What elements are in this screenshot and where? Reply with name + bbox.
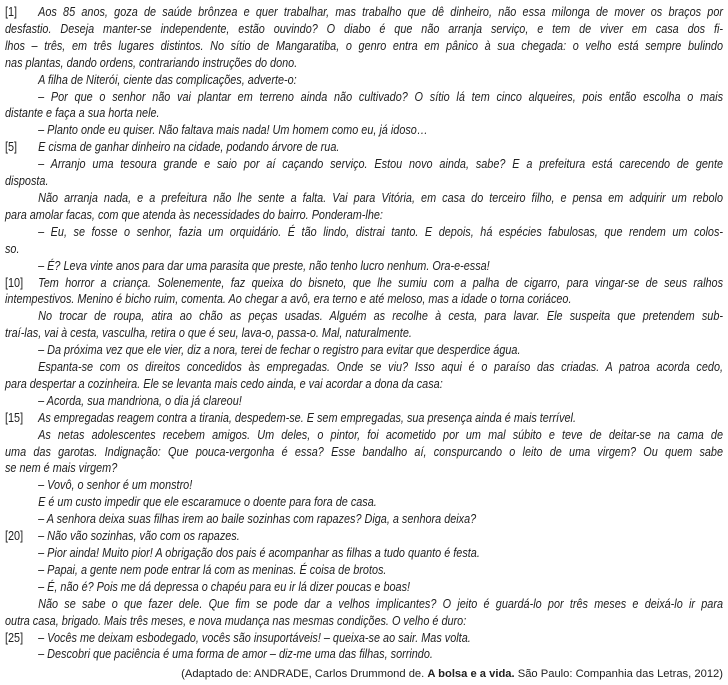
line-text: Não se sabe o que fazer dele. Que fim se pode dar a velhos implicantes? O jeito é guardá-lo por três meses e deixá-lo ir para	[38, 595, 724, 611]
text-line	[5, 545, 723, 562]
text-line	[5, 89, 723, 106]
line-text: distante e faça a sua horta nele.	[5, 105, 160, 121]
line-text: – Pior ainda! Muito pior! A obrigação dos pais é acompanhar as filhas a tudo quanto é festa.	[38, 545, 480, 560]
text-line	[5, 511, 723, 528]
text-line	[5, 477, 723, 494]
line-text: E cisma de ganhar dinheiro na cidade, podando árvore de rua.	[38, 139, 340, 155]
line-text: para despertar a cozinheira. Ele se levanta mais cedo ainda, e vai acordar a dona da casa:	[5, 375, 443, 391]
line-text: – Acorda, sua mandriona, o dia já clareou!	[38, 392, 242, 408]
line-text: – Não vão sozinhas, vão com os rapazes.	[38, 528, 240, 544]
line-text: – Por que o senhor não vai plantar em terreno ainda não cultivado? O sítio lá tem cinco alqueires, pois então escolha o mais	[38, 88, 724, 104]
line-text: desfastio. Deseja manter-se independente, estão ouvindo? O diabo é que não arranja serviço, e tem de viver em casa dos fi-	[5, 20, 724, 36]
line-text: – Planto onde eu quiser. Não faltava mais nada! Um homem como eu, já idoso…	[38, 122, 428, 138]
line-text: uma das garotas. Indignação: Que pouca-vergonha é essa? Esse bandalho aí, conspurcando o leito de uma virgem? Ou quem sabe	[5, 443, 724, 459]
line-text: disposta.	[5, 173, 49, 189]
line-text: – Arranjo uma tesoura grande e saio por aí caçando serviço. Estou novo ainda, sabe? E a prefeitura está carecendo de gente	[38, 156, 724, 172]
line-text: E é um custo impedir que ele escaramuce o doente para fora de casa.	[38, 494, 377, 510]
paragraph-marker: [25]	[5, 629, 24, 645]
citation-prefix: (Adaptado de: ANDRADE, Carlos Drummond de.	[181, 668, 428, 681]
text-line	[5, 156, 723, 173]
line-text: Aos 85 anos, goza de saúde brônzea e quer trabalhar, mas trabalho que dê dinheiro, não essa milonga de mover os braços por	[38, 4, 724, 19]
line-text: – Eu, se fosse o senhor, fazia um orquidário. É tão lindo, distrai tanto. E depois, há espécies fabulosas, que rendem um colos-	[38, 223, 724, 239]
line-text: para amolar facas, com que atenda às necessidades do bairro. Ponderam-lhe:	[5, 206, 383, 222]
text-line	[5, 630, 723, 647]
line-text: No trocar de roupa, atira ao chão as peças usadas. Alguém as recolhe à cesta, para lavar. Ele suspeita que pretendem sub-	[38, 308, 724, 324]
line-text: nas plantas, dando ordens, contrariando instruções do dono.	[5, 54, 298, 70]
text-line	[5, 207, 723, 224]
text-line	[5, 190, 723, 207]
line-text: lhos – três, em três lugares distintos. No sítio de Mangaratiba, o genro entra em pânico à sua chegada: o velho está sempre bulindo	[5, 37, 724, 53]
text-line	[5, 494, 723, 511]
line-text: so.	[5, 240, 20, 256]
text-line	[5, 72, 723, 89]
line-text: A filha de Niterói, ciente das complicações, adverte-o:	[38, 71, 297, 87]
line-text: – Vocês me deixam esbodegado, vocês são insuportáveis! – queixa-se ao sair. Mas volta.	[38, 629, 471, 645]
text-line	[5, 393, 723, 410]
citation-book-title: A bolsa e a vida.	[427, 668, 515, 681]
text-line	[5, 444, 723, 461]
text-line	[5, 122, 723, 139]
line-text: se nem é mais virgem?	[5, 460, 118, 476]
text-line	[5, 105, 723, 122]
text-line	[5, 38, 723, 55]
text-line	[5, 359, 723, 376]
text-line	[5, 562, 723, 579]
text-line	[5, 427, 723, 444]
text-line	[5, 308, 723, 325]
citation	[5, 667, 723, 681]
text-line	[5, 596, 723, 613]
line-text: traí-las, vai à cesta, vasculha, retira o que é seu, lava-o, passa-o. Mal, naturalmente.	[5, 325, 412, 341]
text-line	[5, 646, 723, 663]
line-text: Espanta-se com os direitos concedidos às empregadas. Onde se viu? Isso aqui é o paraíso das criadas. A patroa acorda cedo,	[38, 359, 724, 375]
text-line	[5, 376, 723, 393]
paragraph-marker: [1]	[5, 4, 18, 19]
text-line	[5, 613, 723, 630]
text-line	[5, 139, 723, 156]
text-line	[5, 325, 723, 342]
text-line	[5, 579, 723, 596]
text-line	[5, 21, 723, 38]
line-text: – Vovô, o senhor é um monstro!	[38, 477, 193, 493]
citation-suffix: São Paulo: Companhia das Letras, 2012)	[514, 668, 723, 681]
line-text: – Descobri que paciência é uma forma de amor – diz-me uma das filhas, sorrindo.	[38, 646, 433, 662]
paragraph-marker: [10]	[5, 274, 24, 290]
text-line	[5, 55, 723, 72]
text-line	[5, 173, 723, 190]
text-line	[5, 241, 723, 258]
text-line	[5, 460, 723, 477]
text-line	[5, 4, 723, 21]
text-line	[5, 275, 723, 292]
text-line	[5, 224, 723, 241]
line-text: Não arranja nada, e a prefeitura não lhe sente a falta. Vai para Vitória, em casa do terceiro filho, e pensa em adquirir um rebolo	[38, 189, 724, 205]
line-text: intempestivos. Menino é bicho ruim, comenta. Ao chegar a avô, era terno e até meloso, mas a idade o torna coriáceo.	[5, 291, 572, 307]
paragraph-marker: [5]	[5, 139, 18, 155]
line-text: – É, não é? Pois me dá depressa o chapéu para eu ir lá dizer poucas e boas!	[38, 578, 411, 594]
line-text: – Papai, a gente nem pode entrar lá com as meninas. É coisa de brotos.	[38, 561, 387, 577]
line-text: – Da próxima vez que ele vier, diz a nora, terei de fechar o registro para evitar que desperdice água.	[38, 342, 521, 358]
text-line	[5, 342, 723, 359]
text-line	[5, 410, 723, 427]
text-line	[5, 258, 723, 275]
line-text: As netas adolescentes recebem amigos. Um deles, o pintor, foi acometido por um mal súbito e teve de deitar-se na cama de	[38, 426, 724, 442]
paragraph-marker: [20]	[5, 528, 24, 544]
paragraph-marker: [15]	[5, 409, 24, 425]
line-text: As empregadas reagem contra a tirania, despedem-se. E sem empregadas, sua presença ainda é mais terrível.	[38, 409, 576, 425]
line-text: Tem horror a criança. Solenemente, faz queixa do bisneto, que lhe sumiu com a palha de cigarro, para vingar-se de seus ralhos	[38, 274, 724, 290]
line-text: – A senhora deixa suas filhas irem ao baile sozinhas com rapazes? Diga, a senhora deixa?	[38, 511, 477, 527]
line-text: outra casa, brigado. Mais três meses, e nova mudança nas mesmas condições. O velho é duro:	[5, 612, 467, 628]
text-body	[5, 4, 723, 663]
text-line	[5, 528, 723, 545]
text-line	[5, 291, 723, 308]
line-text: – É? Leva vinte anos para dar uma parasita que preste, não tenho lucro nenhum. Ora-e-essa!	[38, 257, 490, 273]
